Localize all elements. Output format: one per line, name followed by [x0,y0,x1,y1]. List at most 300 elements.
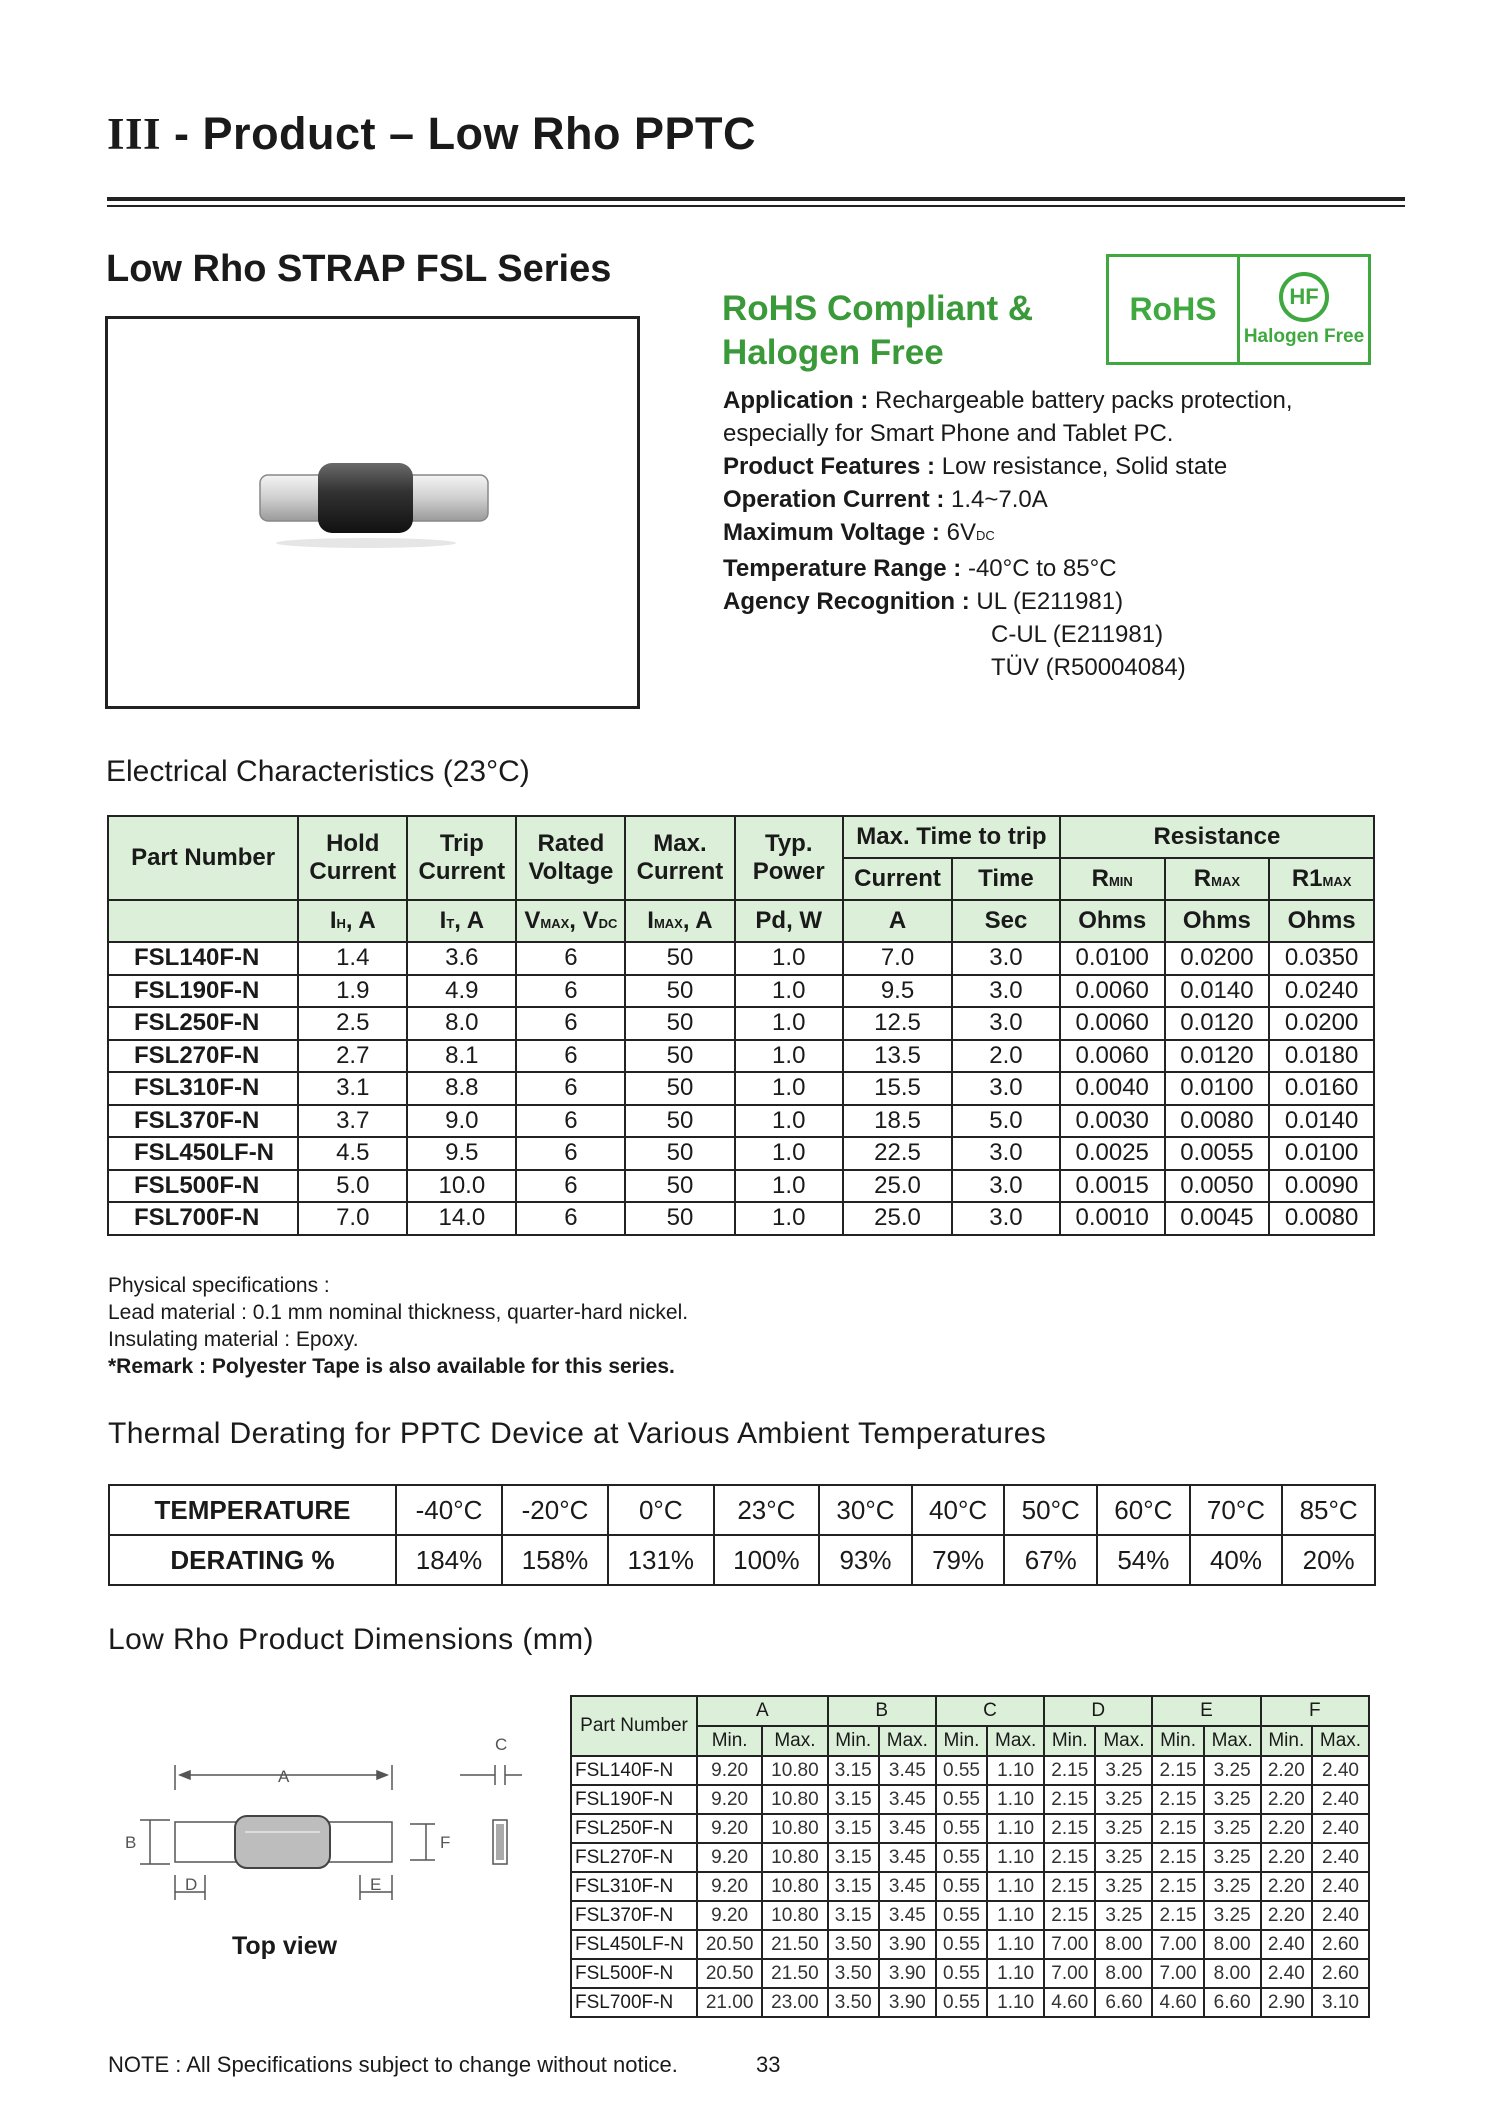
table-cell: 2.40 [1261,1930,1312,1959]
table-cell: 0.0180 [1269,1040,1374,1073]
unit-pd: Pd, W [735,900,843,942]
table-cell: 3.45 [879,1843,936,1872]
spec-line: Agency Recognition : UL (E211981) [723,588,1124,615]
table-cell: 7.00 [1152,1959,1203,1988]
table-cell: 3.90 [879,1930,936,1959]
table-cell: 3.15 [828,1843,879,1872]
electrical-title: Electrical Characteristics (23°C) [106,755,530,788]
table-cell: 0.0200 [1269,1007,1374,1040]
table-cell: 8.00 [1204,1930,1261,1959]
table-cell: 3.15 [828,1814,879,1843]
table-cell: 7.0 [843,942,952,975]
col-trip-time: Time [952,858,1060,900]
table-cell: 1.0 [735,975,843,1008]
part-number-cell: FSL310F-N [571,1872,697,1901]
table-cell: 0.0080 [1269,1202,1374,1235]
table-row [108,1007,1374,1040]
table-cell: 0.0060 [1060,975,1165,1008]
table-cell: 0.55 [936,1872,987,1901]
dim-label-e: E [370,1875,382,1894]
product-photo [105,316,640,709]
dim-col-min: Min. [697,1726,762,1756]
table-cell: 6 [516,1040,625,1073]
temperature-cell: 70°C [1190,1485,1283,1535]
series-title: Low Rho STRAP FSL Series [106,248,612,290]
dim-col-max: Max. [987,1726,1044,1756]
part-number-cell: FSL270F-N [108,1040,298,1073]
table-cell: 0.0030 [1060,1105,1165,1138]
table-row [108,1170,1374,1203]
table-cell: 3.0 [952,1137,1060,1170]
table-cell: 2.15 [1044,1785,1095,1814]
derating-cell: 20% [1282,1535,1375,1585]
table-cell: 0.0120 [1165,1040,1270,1073]
part-number-cell: FSL450LF-N [108,1137,298,1170]
table-cell: 10.80 [762,1756,827,1785]
phys-insulating: Insulating material : Epoxy. [108,1328,359,1351]
table-cell: 25.0 [843,1202,952,1235]
footer-note: NOTE : All Specifications subject to change without notice. [108,2052,678,2077]
temperature-cell: 40°C [912,1485,1005,1535]
header-rule-thick [107,197,1405,201]
dim-group-b: B [828,1696,936,1726]
table-cell: 0.55 [936,1814,987,1843]
electrical-table [107,815,1375,1236]
temperature-cell: 85°C [1282,1485,1375,1535]
table-cell: 2.15 [1044,1843,1095,1872]
table-cell: 2.90 [1261,1988,1312,2017]
derating-cell: 93% [819,1535,912,1585]
part-number-cell: FSL270F-N [571,1843,697,1872]
dim-group-d: D [1044,1696,1152,1726]
table-cell: 50 [625,942,734,975]
table-cell: 3.1 [298,1072,407,1105]
table-cell: 0.0050 [1165,1170,1270,1203]
dim-col-max: Max. [1204,1726,1261,1756]
dim-col-min: Min. [828,1726,879,1756]
table-cell: 2.40 [1312,1872,1369,1901]
table-cell: 3.15 [828,1872,879,1901]
part-number-cell: FSL190F-N [108,975,298,1008]
table-cell: 2.15 [1152,1901,1203,1930]
table-cell: 0.0100 [1060,942,1165,975]
dim-col-max: Max. [1312,1726,1369,1756]
derating-cell: 40% [1190,1535,1283,1585]
derating-cell: 67% [1004,1535,1097,1585]
col-resistance: Resistance [1060,816,1374,858]
col-max-time-to-trip: Max. Time to trip [843,816,1060,858]
table-cell: 1.0 [735,1202,843,1235]
table-cell: 6.60 [1095,1988,1152,2017]
table-row [571,1959,1369,1988]
table-cell: 4.9 [407,975,516,1008]
table-cell: 3.25 [1204,1843,1261,1872]
dim-col-min: Min. [1261,1726,1312,1756]
dim-group-f: F [1261,1696,1369,1726]
phys-remark: *Remark : Polyester Tape is also available for this series. [108,1355,675,1378]
dim-col-min: Min. [936,1726,987,1756]
table-cell: 3.45 [879,1785,936,1814]
table-row [571,1901,1369,1930]
table-cell: 13.5 [843,1040,952,1073]
unit-imax: IMAX, A [625,900,734,942]
hf-label: Halogen Free [1243,325,1365,347]
table-cell: 2.15 [1152,1814,1203,1843]
col-rated-voltage: Rated Voltage [516,816,625,900]
table-cell: 3.50 [828,1930,879,1959]
table-cell: 3.25 [1095,1901,1152,1930]
dim-group-c: C [936,1696,1044,1726]
table-cell: 1.0 [735,1007,843,1040]
derating-cell: 79% [912,1535,1005,1585]
table-cell: 10.80 [762,1843,827,1872]
table-cell: 2.15 [1152,1756,1203,1785]
temperature-cell: 23°C [714,1485,820,1535]
halogen-free-badge [1240,257,1368,362]
spec-line: Product Features : Low resistance, Solid state [723,453,1228,480]
table-cell: 6 [516,975,625,1008]
table-cell: 0.0240 [1269,975,1374,1008]
table-cell: 3.45 [879,1872,936,1901]
table-cell: 3.0 [952,1072,1060,1105]
table-cell: 7.00 [1044,1959,1095,1988]
part-number-cell: FSL250F-N [571,1814,697,1843]
table-cell: 50 [625,1040,734,1073]
derating-cell: 158% [502,1535,608,1585]
table-cell: 9.5 [407,1137,516,1170]
table-cell: 9.20 [697,1843,762,1872]
table-cell: 3.0 [952,1007,1060,1040]
col-rmin: RMIN [1060,858,1165,900]
table-cell: 6 [516,1170,625,1203]
spec-line: TÜV (R50004084) [991,654,1186,681]
table-cell: 0.0040 [1060,1072,1165,1105]
derating-cell: 131% [608,1535,714,1585]
table-cell: 8.8 [407,1072,516,1105]
part-number-cell: FSL370F-N [108,1105,298,1138]
table-cell: 6 [516,1105,625,1138]
table-cell: 1.0 [735,1105,843,1138]
col-hold-current: Hold Current [298,816,407,900]
table-cell: 4.5 [298,1137,407,1170]
part-number-cell: FSL310F-N [108,1072,298,1105]
derating-row [109,1535,1375,1585]
table-cell: 3.0 [952,1170,1060,1203]
table-cell: 21.00 [697,1988,762,2017]
table-cell: 3.7 [298,1105,407,1138]
table-cell: 2.40 [1261,1959,1312,1988]
table-row [571,1756,1369,1785]
table-cell: 2.15 [1044,1756,1095,1785]
unit-ih: IH, A [298,900,407,942]
derating-label: DERATING % [109,1535,396,1585]
derating-cell: 184% [396,1535,502,1585]
table-cell: 1.10 [987,1843,1044,1872]
page-title [107,108,756,160]
table-cell: 8.0 [407,1007,516,1040]
table-cell: 1.0 [735,1072,843,1105]
table-cell: 50 [625,975,734,1008]
table-cell: 0.0080 [1165,1105,1270,1138]
table-cell: 2.60 [1312,1959,1369,1988]
table-cell: 18.5 [843,1105,952,1138]
dim-label-c: C [495,1735,508,1754]
table-cell: 6.60 [1204,1988,1261,2017]
table-cell: 0.0025 [1060,1137,1165,1170]
section-roman-numeral: III [107,109,162,159]
table-cell: 2.20 [1261,1756,1312,1785]
table-cell: 0.55 [936,1901,987,1930]
table-cell: 3.0 [952,975,1060,1008]
table-cell: 0.0100 [1165,1072,1270,1105]
unit-it: IT, A [407,900,516,942]
table-cell: 1.0 [735,1040,843,1073]
table-cell: 2.0 [952,1040,1060,1073]
table-cell: 9.20 [697,1872,762,1901]
table-cell: 0.0060 [1060,1007,1165,1040]
table-cell: 9.20 [697,1785,762,1814]
derating-cell: 100% [714,1535,820,1585]
dim-group-e: E [1152,1696,1260,1726]
hf-icon: HF [1279,272,1329,322]
dim-col-max: Max. [762,1726,827,1756]
table-cell: 3.90 [879,1959,936,1988]
table-cell: 50 [625,1202,734,1235]
table-cell: 9.0 [407,1105,516,1138]
table-row [108,975,1374,1008]
table-cell: 10.80 [762,1785,827,1814]
top-view-caption: Top view [232,1932,338,1960]
table-cell: 3.25 [1204,1901,1261,1930]
table-cell: 2.15 [1152,1785,1203,1814]
table-cell: 10.0 [407,1170,516,1203]
table-cell: 14.0 [407,1202,516,1235]
part-number-cell: FSL700F-N [571,1988,697,2017]
col-part-number: Part Number [108,816,298,900]
table-cell: 3.50 [828,1959,879,1988]
table-cell: 12.5 [843,1007,952,1040]
table-cell: 10.80 [762,1872,827,1901]
derating-cell: 54% [1097,1535,1190,1585]
table-cell: 20.50 [697,1959,762,1988]
table-row [571,1872,1369,1901]
table-cell: 0.0100 [1269,1137,1374,1170]
table-cell: 0.55 [936,1756,987,1785]
part-number-cell: FSL140F-N [571,1756,697,1785]
dim-col-min: Min. [1044,1726,1095,1756]
table-cell: 0.0055 [1165,1137,1270,1170]
table-cell: 4.60 [1044,1988,1095,2017]
table-cell: 3.0 [952,942,1060,975]
dim-col-min: Min. [1152,1726,1203,1756]
table-cell: 2.20 [1261,1814,1312,1843]
dim-group-a: A [697,1696,828,1726]
page-number: 33 [756,2052,781,2077]
dimensions-table [570,1695,1370,2018]
part-number-cell: FSL700F-N [108,1202,298,1235]
table-row [108,942,1374,975]
table-cell: 7.0 [298,1202,407,1235]
temperature-cell: 60°C [1097,1485,1190,1535]
table-cell: 0.0015 [1060,1170,1165,1203]
table-cell: 3.90 [879,1988,936,2017]
spec-line: especially for Smart Phone and Tablet PC. [723,420,1174,447]
table-cell: 7.00 [1044,1930,1095,1959]
unit-ohms: Ohms [1060,900,1165,942]
table-row [108,1105,1374,1138]
table-cell: 3.50 [828,1988,879,2017]
dimension-drawing [110,1720,540,1920]
thermal-title: Thermal Derating for PPTC Device at Various Ambient Temperatures [108,1417,1047,1450]
table-cell: 3.25 [1095,1756,1152,1785]
table-cell: 22.5 [843,1137,952,1170]
table-cell: 2.20 [1261,1872,1312,1901]
temperature-label: TEMPERATURE [109,1485,396,1535]
table-cell: 1.0 [735,1170,843,1203]
table-cell: 2.7 [298,1040,407,1073]
table-cell: 3.25 [1095,1872,1152,1901]
table-cell: 3.25 [1095,1785,1152,1814]
part-number-cell: FSL500F-N [108,1170,298,1203]
table-cell: 2.20 [1261,1901,1312,1930]
table-cell: 1.10 [987,1756,1044,1785]
table-cell: 20.50 [697,1930,762,1959]
compliance-badge [1106,254,1371,365]
table-cell: 0.55 [936,1930,987,1959]
table-cell: 3.25 [1204,1756,1261,1785]
rohs-line1: RoHS Compliant & [722,289,1034,328]
table-cell: 15.5 [843,1072,952,1105]
table-cell: 8.1 [407,1040,516,1073]
table-cell: 50 [625,1007,734,1040]
part-number-cell: FSL450LF-N [571,1930,697,1959]
temperature-cell: 30°C [819,1485,912,1535]
table-cell: 3.25 [1095,1843,1152,1872]
unit-blank [108,900,298,942]
table-cell: 2.15 [1152,1872,1203,1901]
table-cell: 9.20 [697,1901,762,1930]
table-cell: 6 [516,1007,625,1040]
table-cell: 2.15 [1044,1901,1095,1930]
table-cell: 1.4 [298,942,407,975]
table-row [571,1930,1369,1959]
dim-label-b: B [125,1833,137,1852]
dim-label-d: D [185,1875,198,1894]
table-cell: 0.0140 [1165,975,1270,1008]
table-cell: 9.20 [697,1814,762,1843]
table-cell: 3.25 [1204,1785,1261,1814]
dimensions-title: Low Rho Product Dimensions (mm) [108,1623,594,1656]
table-cell: 21.50 [762,1930,827,1959]
table-cell: 0.0045 [1165,1202,1270,1235]
spec-line: C-UL (E211981) [991,621,1164,648]
table-cell: 2.40 [1312,1785,1369,1814]
table-cell: 1.10 [987,1872,1044,1901]
table-cell: 25.0 [843,1170,952,1203]
table-cell: 6 [516,1072,625,1105]
unit-ohms: Ohms [1269,900,1374,942]
table-cell: 8.00 [1095,1930,1152,1959]
header-rule-thin [107,205,1405,207]
table-cell: 9.20 [697,1756,762,1785]
table-cell: 3.15 [828,1785,879,1814]
col-r1max: R1MAX [1269,858,1374,900]
table-row [108,1040,1374,1073]
table-cell: 50 [625,1170,734,1203]
rohs-statement [722,287,1033,375]
table-cell: 3.45 [879,1814,936,1843]
dim-label-a: A [278,1767,290,1786]
table-cell: 1.0 [735,942,843,975]
phys-heading: Physical specifications : [108,1274,330,1297]
table-cell: 3.6 [407,942,516,975]
table-cell: 50 [625,1137,734,1170]
dim-col-max: Max. [1095,1726,1152,1756]
table-cell: 3.45 [879,1901,936,1930]
part-number-cell: FSL190F-N [571,1785,697,1814]
table-cell: 5.0 [952,1105,1060,1138]
table-row [108,1137,1374,1170]
table-cell: 2.15 [1152,1843,1203,1872]
table-cell: 2.40 [1312,1814,1369,1843]
table-cell: 0.0350 [1269,942,1374,975]
table-row [571,1814,1369,1843]
table-cell: 10.80 [762,1814,827,1843]
table-cell: 50 [625,1072,734,1105]
table-cell: 1.10 [987,1814,1044,1843]
col-typ-power: Typ. Power [735,816,843,900]
spec-line: Temperature Range : -40°C to 85°C [723,555,1117,582]
temperature-row [109,1485,1375,1535]
unit-ohms: Ohms [1165,900,1270,942]
table-cell: 7.00 [1152,1930,1203,1959]
table-cell: 0.55 [936,1988,987,2017]
product-specs [723,384,1293,684]
part-number-cell: FSL500F-N [571,1959,697,1988]
table-cell: 3.10 [1312,1988,1369,2017]
table-cell: 0.0060 [1060,1040,1165,1073]
table-row [108,1202,1374,1235]
table-cell: 0.0120 [1165,1007,1270,1040]
table-cell: 0.55 [936,1959,987,1988]
table-cell: 2.20 [1261,1843,1312,1872]
phys-lead: Lead material : 0.1 mm nominal thickness, quarter-hard nickel. [108,1301,689,1324]
dim-col-max: Max. [879,1726,936,1756]
unit-sec: Sec [952,900,1060,942]
pptc-strap-image [108,319,637,706]
table-cell: 1.10 [987,1988,1044,2017]
unit-vmax: VMAX, VDC [516,900,625,942]
dim-col-part-number: Part Number [571,1696,697,1756]
table-cell: 3.25 [1095,1814,1152,1843]
temperature-cell: 50°C [1004,1485,1097,1535]
col-rmax: RMAX [1165,858,1270,900]
col-trip-current: Trip Current [407,816,516,900]
section-title: - Product – Low Rho PPTC [161,108,757,159]
spec-line: Maximum Voltage : 6VDC [723,519,995,546]
table-cell: 8.00 [1204,1959,1261,1988]
table-cell: 9.5 [843,975,952,1008]
table-cell: 2.15 [1044,1872,1095,1901]
table-cell: 3.15 [828,1901,879,1930]
col-max-current: Max. Current [625,816,734,900]
table-cell: 3.15 [828,1756,879,1785]
rohs-line2: Halogen Free [722,333,944,372]
table-cell: 2.40 [1312,1843,1369,1872]
table-cell: 6 [516,1137,625,1170]
table-cell: 3.25 [1204,1814,1261,1843]
table-cell: 1.10 [987,1785,1044,1814]
